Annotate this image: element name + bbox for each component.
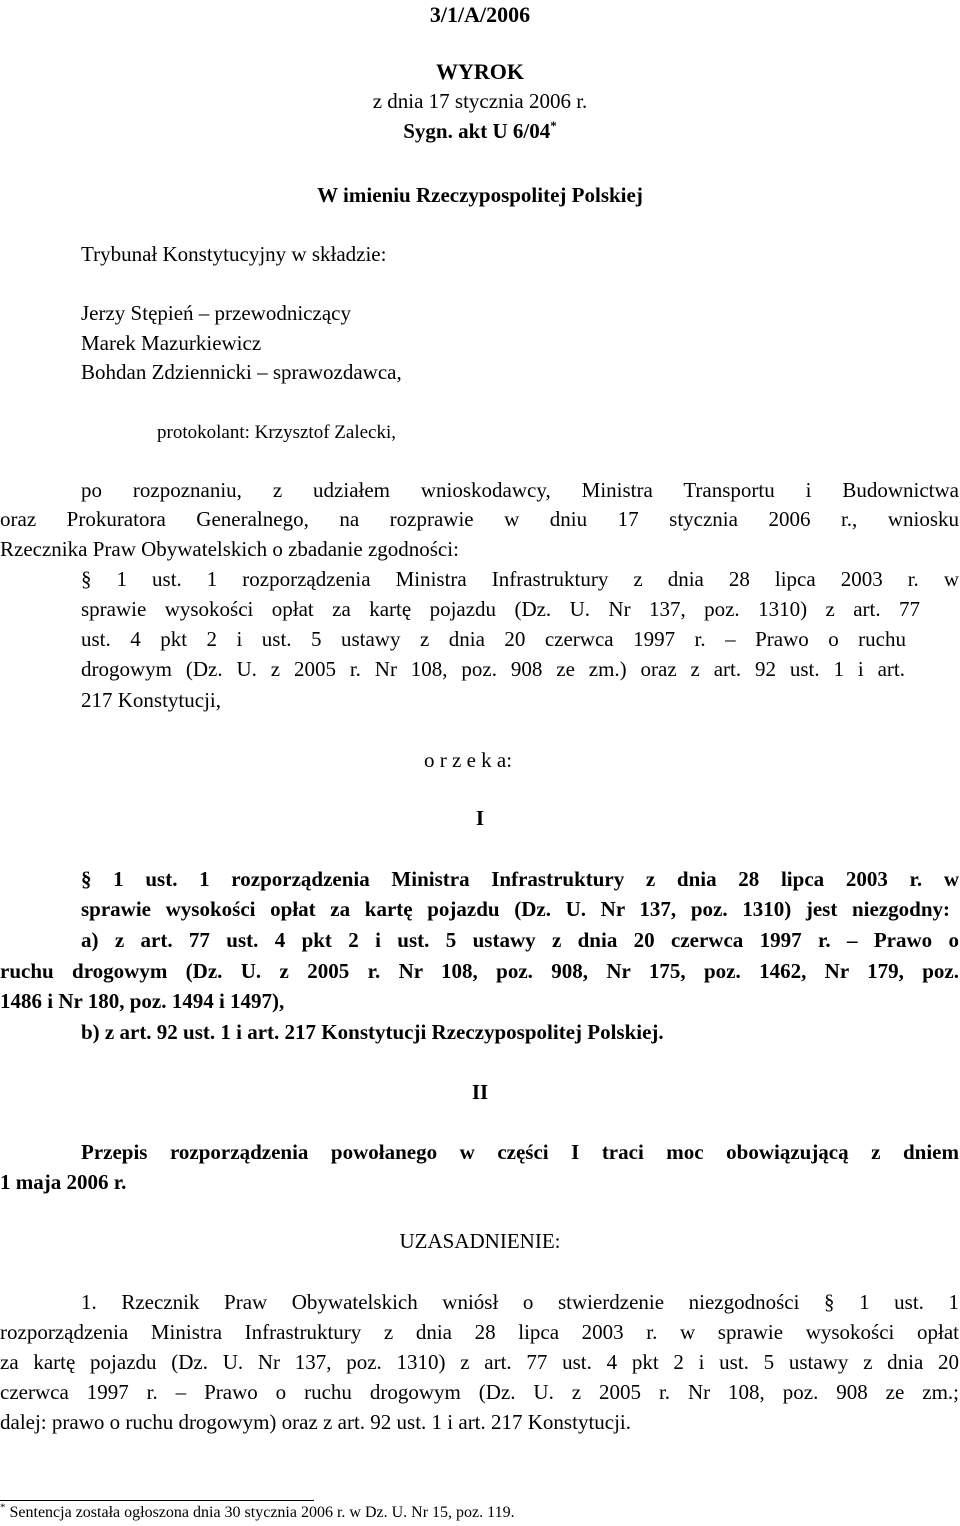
justification-line: za kartę pojazdu (Dz. U. Nr 137, poz. 1310) z art. 77 ust. 4 pkt 2 i ust. 5 ustawy z dnia 20 bbox=[0, 1350, 959, 1374]
ruling-line: sprawie wysokości opłat za kartę pojazdu (Dz. U. Nr 137, poz. 1310) jest niezgodny: bbox=[81, 897, 950, 921]
footnote-mark: * bbox=[550, 118, 557, 133]
ruling-line: Przepis rozporządzenia powołanego w części I traci moc obowiązującą z dniem bbox=[81, 1140, 959, 1164]
judgment-date: z dnia 17 stycznia 2006 r. bbox=[372, 89, 588, 113]
ruling-part-number: I bbox=[475, 806, 485, 830]
footnote-text: Sentencja została ogłoszona dnia 30 stycznia 2006 r. w Dz. U. Nr 15, poz. 119. bbox=[9, 1504, 515, 1521]
document-title: WYROK bbox=[436, 59, 524, 84]
justification-line: 1. Rzecznik Praw Obywatelskich wniósł o stwierdzenie niezgodności § 1 ust. 1 bbox=[81, 1290, 959, 1314]
justification-heading: UZASADNIENIE: bbox=[399, 1229, 561, 1253]
proceeding-line: oraz Prokuratora Generalnego, na rozprawie w dniu 17 stycznia 2006 r., wniosku bbox=[0, 507, 959, 531]
ruling-line: a) z art. 77 ust. 4 pkt 2 i ust. 5 ustawy z dnia 20 czerwca 1997 r. – Prawo o bbox=[81, 928, 959, 952]
justification-line: czerwca 1997 r. – Prawo o ruchu drogowym (Dz. U. z 2005 r. Nr 108, poz. 908 ze zm.; bbox=[0, 1380, 959, 1404]
ruling-part-number: II bbox=[471, 1080, 489, 1104]
court-clerk: protokolant: Krzysztof Zalecki, bbox=[157, 422, 397, 443]
proceeding-line: po rozpoznaniu, z udziałem wnioskodawcy, Ministra Transportu i Budownictwa bbox=[81, 478, 959, 502]
footnote-marker: * bbox=[0, 1501, 6, 1514]
ruling-heading: o r z e k a: bbox=[424, 748, 513, 772]
document-number: 3/1/A/2006 bbox=[429, 2, 531, 27]
examined-provision-line: § 1 ust. 1 rozporządzenia Ministra Infrastruktury z dnia 28 lipca 2003 r. w bbox=[81, 567, 959, 591]
ruling-line: 1 maja 2006 r. bbox=[0, 1170, 127, 1194]
ruling-line: ruchu drogowym (Dz. U. z 2005 r. Nr 108, poz. 908, Nr 175, poz. 1462, Nr 179, poz. bbox=[0, 959, 959, 983]
examined-provision-line: ust. 4 pkt 2 i ust. 5 ustawy z dnia 20 czerwca 1997 r. – Prawo o ruchu bbox=[81, 627, 906, 651]
examined-provision-line: drogowym (Dz. U. z 2005 r. Nr 108, poz. 908 ze zm.) oraz z art. 92 ust. 1 i art. bbox=[81, 657, 905, 681]
ruling-line: § 1 ust. 1 rozporządzenia Ministra Infrastruktury z dnia 28 lipca 2003 r. w bbox=[81, 867, 959, 891]
composition-member: Jerzy Stępień – przewodniczący bbox=[81, 301, 351, 325]
ruling-line: 1486 i Nr 180, poz. 1494 i 1497), bbox=[0, 989, 285, 1013]
proceeding-line: Rzecznika Praw Obywatelskich o zbadanie zgodności: bbox=[0, 537, 459, 561]
composition-member: Marek Mazurkiewicz bbox=[81, 331, 262, 355]
ruling-line: b) z art. 92 ust. 1 i art. 217 Konstytucji Rzeczypospolitej Polskiej. bbox=[81, 1020, 664, 1044]
justification-line: dalej: prawo o ruchu drogowym) oraz z art. 92 ust. 1 i art. 217 Konstytucji. bbox=[0, 1410, 632, 1434]
examined-provision-line: 217 Konstytucji, bbox=[81, 688, 221, 712]
case-signature bbox=[0, 117, 960, 146]
examined-provision-line: sprawie wysokości opłat za kartę pojazdu (Dz. U. Nr 137, poz. 1310) z art. 77 bbox=[81, 597, 920, 621]
footnote-separator bbox=[0, 1500, 314, 1501]
invocation: W imieniu Rzeczypospolitej Polskiej bbox=[317, 183, 643, 207]
case-signature-text: Sygn. akt U 6/04 bbox=[403, 119, 551, 143]
justification-line: rozporządzenia Ministra Infrastruktury z dnia 28 lipca 2003 r. w sprawie wysokości opłat bbox=[0, 1320, 959, 1344]
footnote bbox=[0, 1503, 515, 1523]
composition-intro: Trybunał Konstytucyjny w składzie: bbox=[81, 242, 387, 266]
composition-member: Bohdan Zdziennicki – sprawozdawca, bbox=[81, 360, 402, 384]
